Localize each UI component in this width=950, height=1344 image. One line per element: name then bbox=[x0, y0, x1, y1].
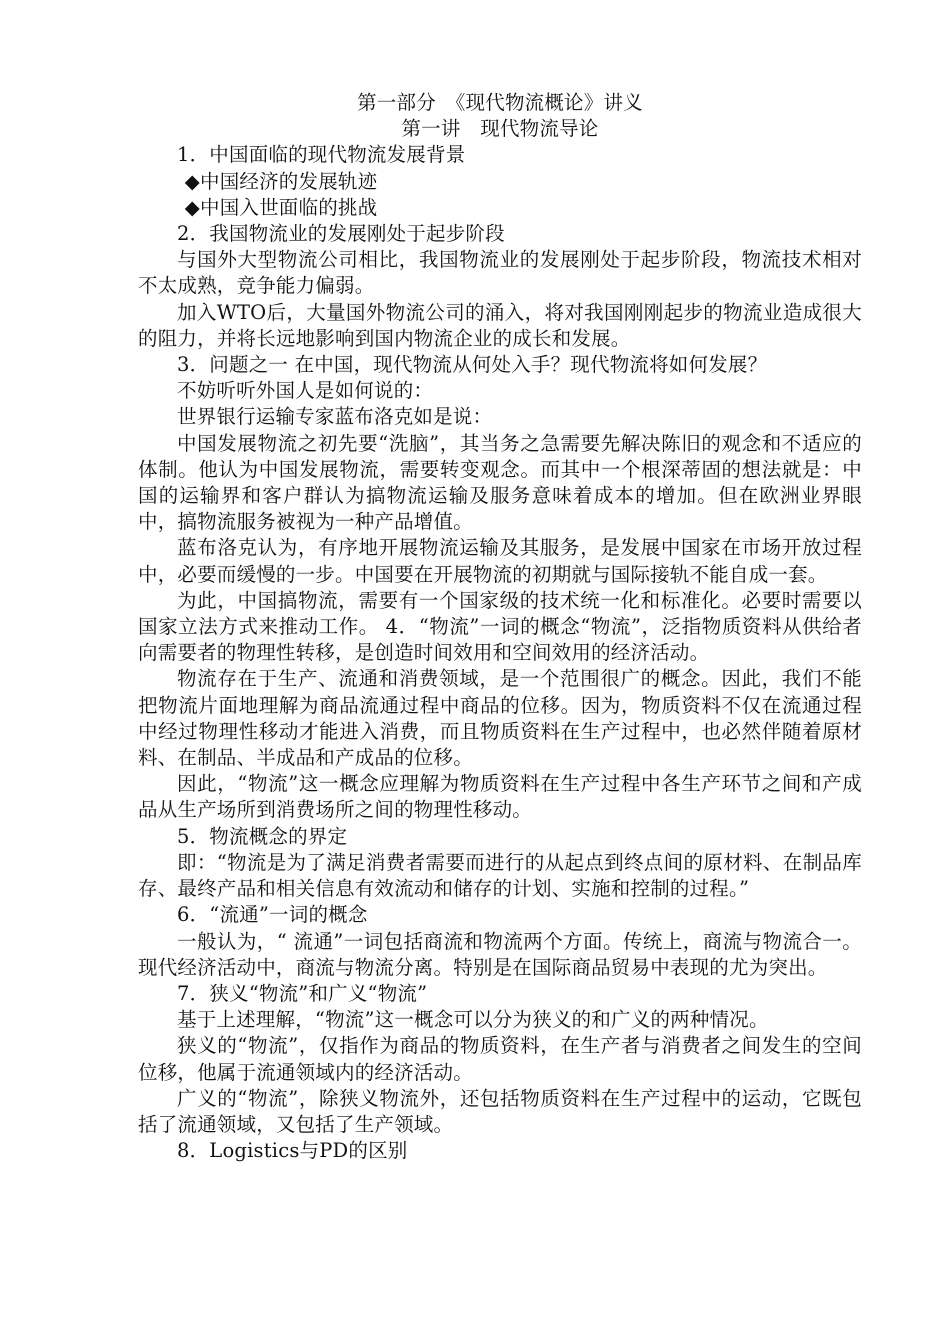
document-body bbox=[138, 142, 862, 1164]
section-heading: 7．狭义“物流”和广义“物流” bbox=[177, 981, 428, 1005]
paragraph: 中国发展物流之初先要“洗脑”，其当务之急需要先解决陈旧的观念和不适应的体制。他认为中国发展物流，需要转变观念。而其中一个根深蒂固的想法就是：中国的运输界和客户群认为搞物流运输及服务意味着成本的增加。但在欧洲业界眼中，搞物流服务被视为一种产品增值。 bbox=[138, 431, 862, 534]
paragraph: 物流存在于生产、流通和消费领域，是一个范围很广的概念。因此，我们不能把物流片面地理解为商品流通过程中商品的位移。因为，物质资料不仅在流通过程中经过物理性移动才能进入消费，而且物质资料在生产过程中，也必然伴随着原材料、在制品、半成品和产成品的位移。 bbox=[138, 667, 862, 770]
section-heading: 1．中国面临的现代物流发展背景 bbox=[177, 143, 466, 167]
paragraph: 蓝布洛克认为，有序地开展物流运输及其服务，是发展中国家在市场开放过程中，必要而缓慢的一步。中国要在开展物流的初期就与国际接轨不能自成一套。 bbox=[138, 536, 862, 586]
paragraph: 即：“物流是为了满足消费者需要而进行的从起点到终点间的原材料、在制品库存、最终产品和相关信息有效流动和储存的计划、实施和控制的过程。” bbox=[138, 850, 862, 901]
paragraph: 世界银行运输专家蓝布洛克如是说： bbox=[177, 405, 493, 429]
document-page bbox=[138, 90, 862, 1164]
bullet-item: ◆中国入世面临的挑战 bbox=[184, 195, 378, 219]
section-heading: 3．问题之一 在中国，现代物流从何处入手？现代物流将如何发展？ bbox=[177, 353, 768, 377]
section-heading: 6．“流通”一词的概念 bbox=[177, 903, 368, 927]
paragraph: 广义的“物流”，除狭义物流外，还包括物质资料在生产过程中的运动，它既包括了流通领域，又包括了生产领域。 bbox=[138, 1086, 862, 1136]
section-heading: 5．物流概念的界定 bbox=[177, 824, 348, 848]
section-heading: 2．我国物流业的发展刚处于起步阶段 bbox=[177, 222, 505, 246]
paragraph: 加入WTO后，大量国外物流公司的涌入，将对我国刚刚起步的物流业造成很大的阻力，并将长远地影响到国内物流企业的成长和发展。 bbox=[138, 300, 862, 350]
paragraph: 狭义的“物流”，仅指作为商品的物质资料，在生产者与消费者之间发生的空间位移，他属于流通领域内的经济活动。 bbox=[138, 1034, 862, 1084]
lecture-title: 第一讲 现代物流导论 bbox=[401, 117, 599, 141]
document-title: 第一部分 《现代物流概论》讲义 bbox=[357, 91, 643, 114]
section-heading: 8．Logistics与PD的区别 bbox=[177, 1139, 408, 1163]
paragraph: 不妨听听外国人是如何说的： bbox=[177, 379, 434, 403]
paragraph: 一般认为，“ 流通”一词包括商流和物流两个方面。传统上，商流与物流合一。现代经济活动中，商流与物流分离。特别是在国际商品贸易中表现的尤为突出。 bbox=[138, 929, 862, 979]
paragraph: 为此，中国搞物流，需要有一个国家级的技术统一化和标准化。必要时需要以国家立法方式来推动工作。 4．“物流”一词的概念“物流”，泛指物质资料从供给者向需要者的物理性转移，是创造时间效用和空间效用的经济活动。 bbox=[138, 588, 862, 665]
paragraph: 基于上述理解，“物流”这一概念可以分为狭义的和广义的两种情况。 bbox=[177, 1008, 769, 1032]
paragraph: 与国外大型物流公司相比，我国物流业的发展刚处于起步阶段，物流技术相对不太成熟，竞争能力偏弱。 bbox=[138, 248, 862, 298]
bullet-item: ◆中国经济的发展轨迹 bbox=[184, 169, 378, 193]
paragraph: 因此，“物流”这一概念应理解为物质资料在生产过程中各生产环节之间和产成品从生产场所到消费场所之间的物理性移动。 bbox=[138, 772, 862, 822]
